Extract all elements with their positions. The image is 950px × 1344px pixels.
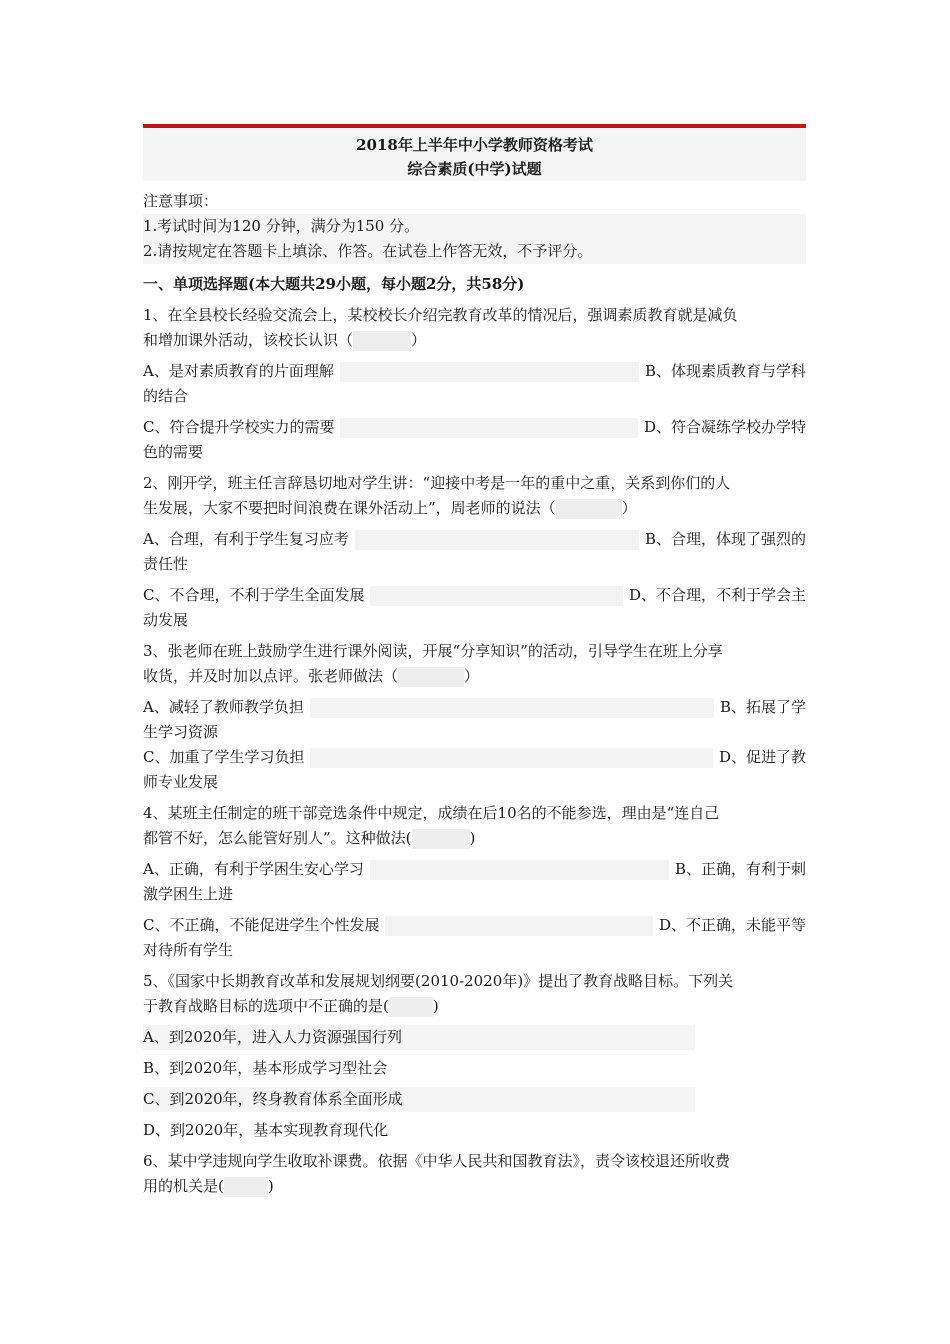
question-text: 于教育战略目标的选项中不正确的是(: [143, 997, 389, 1015]
question-6: [143, 1149, 806, 1199]
option-group: [143, 857, 806, 907]
section-heading: 一、单项选择题(本大题共29小题，每小题2分，共58分): [143, 275, 525, 293]
question-text: 5、《国家中长期教育改革和发展规划纲要(2010-2020年)》提出了教育战略目标。下列关: [143, 972, 734, 990]
option-group: [143, 359, 806, 409]
question-text: 6、某中学违规向学生收取补课费。依据《中华人民共和国教育法》，责令该校退还所收费: [143, 1152, 731, 1170]
option-b: B、体现素质教育与学科: [644, 362, 806, 380]
question-text: 收货，并及时加以点评。张老师做法（: [143, 667, 399, 685]
question-text: 4、某班主任制定的班干部竞选条件中规定，成绩在后10名的不能参选，理由是“连自己: [143, 804, 720, 822]
option-a: A、到2020年，进入人力资源强国行列: [143, 1025, 695, 1050]
filler: [385, 916, 652, 936]
option-b-cont: 生学习资源: [143, 723, 219, 741]
option-b: B、到2020年，基本形成学习型社会: [143, 1059, 388, 1077]
bracket: ): [469, 829, 476, 847]
note-1: 1.考试时间为120 分钟，满分为150 分。: [143, 214, 806, 239]
question-5: [143, 969, 806, 1019]
answer-blank: [556, 499, 622, 519]
option-d: D、不合理，不利于学会主: [628, 586, 806, 604]
option-d: D、符合凝练学校办学特: [643, 418, 806, 436]
bracket: ): [267, 1177, 274, 1195]
question-text: 都管不好，怎么能管好别人”。这种做法(: [143, 829, 412, 847]
option-group: [143, 745, 806, 795]
option-d: D、促进了教: [718, 748, 806, 766]
question-1: [143, 303, 806, 353]
option-d-cont: 动发展: [143, 611, 189, 629]
notes-heading: 注意事项：: [143, 192, 219, 210]
filler: [355, 530, 639, 550]
option-group: [143, 583, 806, 633]
filler: [340, 418, 637, 438]
option-b: B、合理，体现了强烈的: [644, 530, 806, 548]
option-group: [143, 913, 806, 963]
exam-subtitle: 综合素质(中学)试题: [407, 160, 542, 178]
option-b: B、正确，有利于刺: [674, 860, 806, 878]
bracket: ）: [621, 499, 637, 517]
exam-page: [143, 124, 806, 1199]
option-c: C、不正确，不能促进学生个性发展: [143, 916, 380, 934]
answer-blank: [389, 997, 433, 1017]
option-b: B、拓展了学: [719, 698, 806, 716]
filler: [370, 586, 622, 606]
option-c: C、加重了学生学习负担: [143, 748, 305, 766]
note-2: 2.请按规定在答题卡上填涂、作答。在试卷上作答无效，不予评分。: [143, 239, 806, 264]
option-b-cont: 责任性: [143, 555, 189, 573]
option-c: C、符合提升学校实力的需要: [143, 418, 335, 436]
option-group: [143, 415, 806, 465]
question-text: 1、在全县校长经验交流会上，某校校长介绍完教育改革的情况后，强调素质教育就是减负: [143, 306, 738, 324]
title-block: [143, 128, 806, 181]
option-d-cont: 对待所有学生: [143, 941, 234, 959]
notes: [143, 189, 806, 264]
question-2: [143, 471, 806, 521]
bracket: ）: [411, 331, 427, 349]
question-text: 生发展，大家不要把时间浪费在课外活动上”，周老师的说法（: [143, 499, 556, 517]
bracket: ): [432, 997, 439, 1015]
option-b-cont: 的结合: [143, 387, 189, 405]
bracket: ）: [464, 667, 480, 685]
option-group: [143, 527, 806, 577]
filler: [370, 860, 669, 880]
option-d-cont: 师专业发展: [143, 773, 219, 791]
question-4: [143, 801, 806, 851]
option-d: D、不正确，未能平等: [658, 916, 806, 934]
option-a: A、正确，有利于学困生安心学习: [143, 860, 364, 878]
answer-blank: [412, 829, 470, 849]
question-text: 2、刚开学，班主任言辞恳切地对学生讲：“迎接中考是一年的重中之重，关系到你们的人: [143, 474, 731, 492]
question-text: 3、张老师在班上鼓励学生进行课外阅读，开展“分享知识”的活动，引导学生在班上分享: [143, 642, 723, 660]
filler: [310, 698, 714, 718]
option-d-cont: 色的需要: [143, 443, 204, 461]
answer-blank: [353, 331, 411, 351]
option-c: C、到2020年，终身教育体系全面形成: [143, 1087, 695, 1112]
question-text: 和增加课外活动，该校长认识（: [143, 331, 354, 349]
filler: [310, 748, 712, 768]
option-a: A、减轻了教师教学负担: [143, 698, 304, 716]
option-a: A、合理，有利于学生复习应考: [143, 530, 349, 548]
answer-blank: [224, 1177, 268, 1197]
option-c: C、不合理，不利于学生全面发展: [143, 586, 365, 604]
answer-blank: [398, 667, 464, 687]
question-3: [143, 639, 806, 689]
option-group: [143, 695, 806, 745]
option-d: D、到2020年，基本实现教育现代化: [143, 1121, 389, 1139]
option-b-cont: 激学困生上进: [143, 885, 234, 903]
question-text: 用的机关是(: [143, 1177, 224, 1195]
option-a: A、是对素质教育的片面理解: [143, 362, 334, 380]
exam-title: 2018年上半年中小学教师资格考试: [356, 136, 593, 154]
filler: [340, 362, 639, 382]
